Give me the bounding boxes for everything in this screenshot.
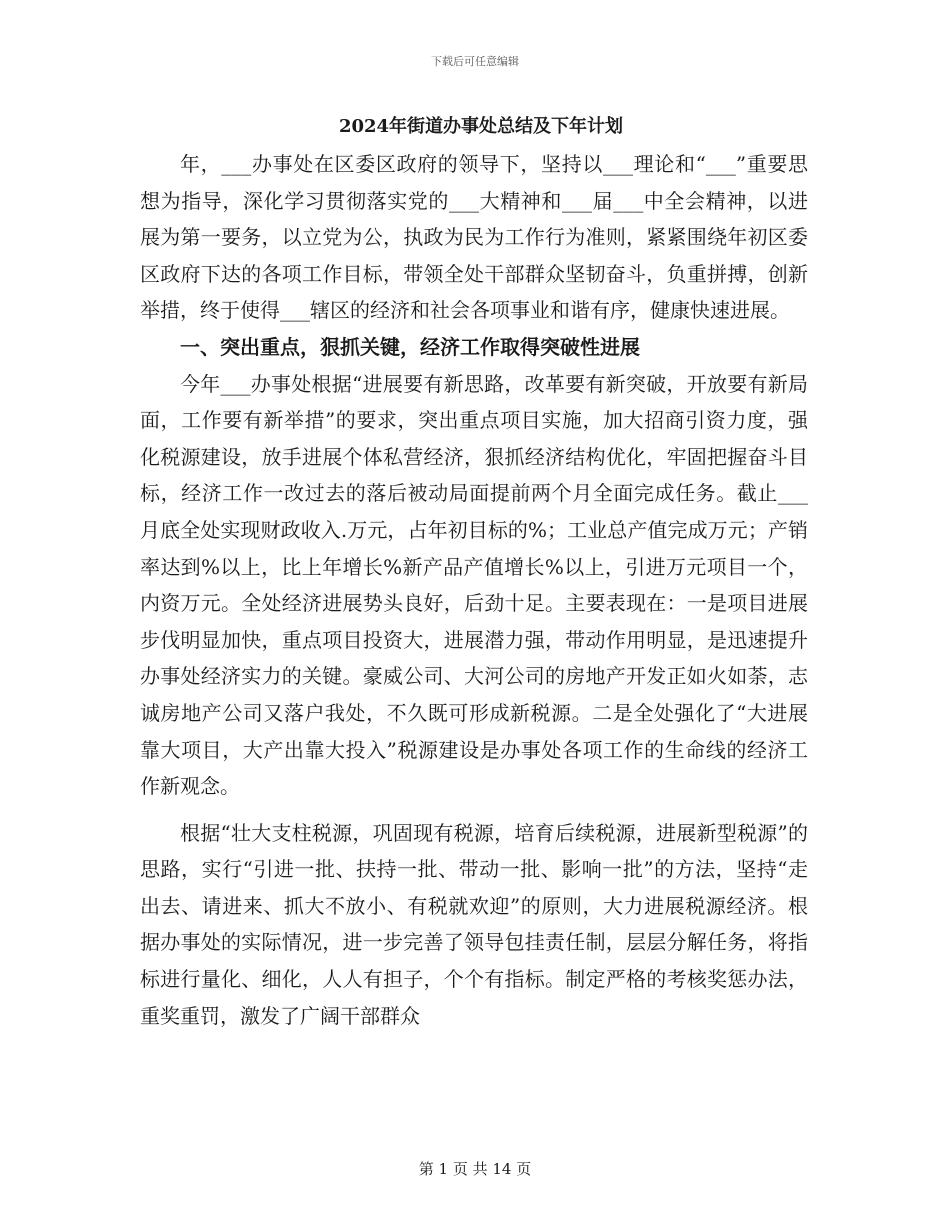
document-body <box>140 112 808 1034</box>
page-number: 第 1 页 共 14 页 <box>418 1160 532 1178</box>
body-paragraph: 根据“壮大支柱税源，巩固现有税源，培育后续税源，进展新型税源”的思路，实行“引进一批、扶持一批、带动一批、影响一批”的方法，坚持“走出去、请进来、抓大不放小、有税就欢迎”的原则，大力进展税源经济。根据办事处的实际情况，进一步完善了领导包挂责任制，层层分解任务，将指标进行量化、细化，人人有担子，个个有指标。制定严格的考核奖惩办法，重奖重罚，激发了广阔干部群众 <box>140 820 808 1028</box>
document-title: 2024年街道办事处总结及下年计划 <box>338 116 624 137</box>
section-heading: 一、突出重点，狠抓关键，经济工作取得突破性进展 <box>180 334 640 359</box>
body-paragraph: 今年___办事处根据“进展要有新思路，改革要有新突破，开放要有新局面，工作要有新举措”的要求，突出重点项目实施，加大招商引资力度，强化税源建设，放手进展个体私营经济，狠抓经济结构优化，牢固把握奋斗目标，经济工作一改过去的落后被动局面提前两个月全面完成任务。截止___月底全处实现财政收入.万元，占年初目标的%；工业总产值完成万元；产销率达到%以上，比上年增长%新产品产值增长%以上，引进万元项目一个，内资万元。全处经济进展势头良好，后劲十足。主要表现在：一是项目进展步伐明显加快，重点项目投资大，进展潜力强，带动作用明显，是迅速提升办事处经济实力的关键。豪威公司、大河公司的房地产开发正如火如荼，志诚房地产公司又落户我处，不久既可形成新税源。二是全处强化了“大进展靠大项目，大产出靠大投入”税源建设是办事处各项工作的生命线的经济工作新观念。 <box>140 371 808 799</box>
page-header-note: 下载后可任意编辑 <box>431 55 519 68</box>
intro-paragraph: 年，___办事处在区委区政府的领导下，坚持以___理论和“___”重要思想为指导，深化学习贯彻落实党的___大精神和___届___中全会精神，以进展为第一要务，以立党为公，执政为民为工作行为准则，紧紧围绕年初区委区政府下达的各项工作目标，带领全处干部群众坚韧奋斗，负重拼搏，创新举措，终于使得___辖区的经济和社会各项事业和谐有序，健康快速进展。 <box>140 152 808 323</box>
